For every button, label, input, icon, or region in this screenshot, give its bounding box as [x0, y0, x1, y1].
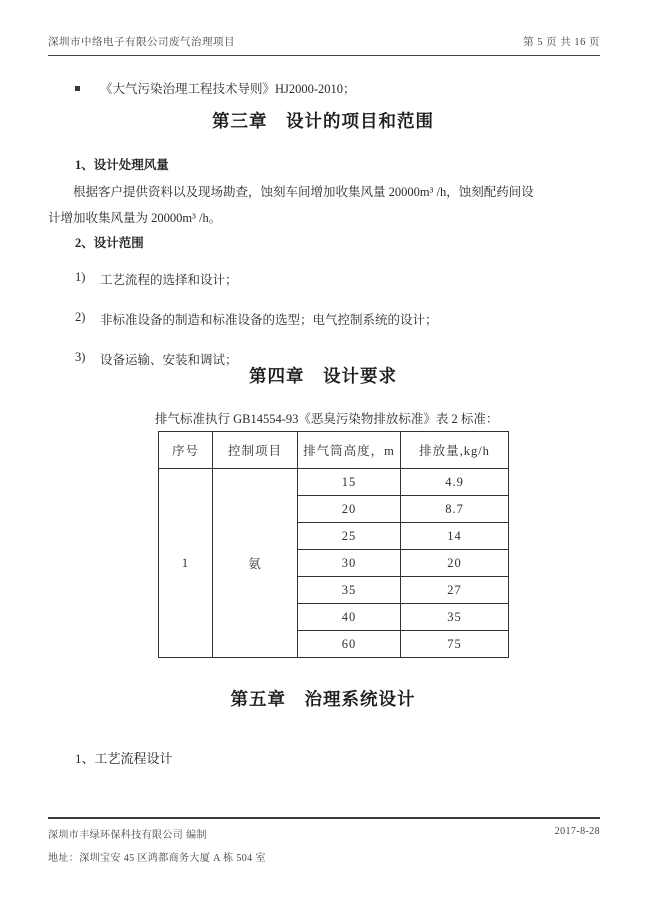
table-header-row [159, 432, 509, 469]
col-header-stack-height: 排气筒高度，m [298, 432, 401, 469]
paragraph-line2: 计增加收集风量为 20000m³ /h。 [48, 211, 222, 225]
col-header-control-item: 控制项目 [213, 432, 298, 469]
emission-standard-table-wrapper [158, 431, 509, 658]
paragraph-line1: 根据客户提供资料以及现场勘查，蚀刻车间增加收集风量 20000m³ /h，蚀刻配药间设 [73, 185, 534, 199]
cell-rate: 4.9 [401, 469, 509, 496]
footer-row-1 [48, 826, 600, 841]
cell-rate: 14 [401, 523, 509, 550]
reference-list-item [75, 79, 356, 97]
scope-item-number: 2) [75, 310, 86, 324]
cell-height: 15 [298, 469, 401, 496]
cell-height: 30 [298, 550, 401, 577]
scope-item-text: 设备运输、安装和调试； [100, 353, 238, 367]
cell-control-item: 氨 [213, 469, 298, 658]
cell-height: 35 [298, 577, 401, 604]
page-header [48, 34, 600, 56]
reference-text: 《大气污染治理工程技术导则》HJ2000-2010； [100, 82, 356, 96]
cell-rate: 35 [401, 604, 509, 631]
table-row [159, 469, 509, 496]
cell-height: 20 [298, 496, 401, 523]
chapter4-title: 第四章 设计要求 [249, 366, 397, 386]
scope-item-text: 工艺流程的选择和设计； [100, 273, 238, 287]
scope-list-item [75, 270, 438, 288]
footer-date: 2017-8-28 [554, 826, 600, 837]
cell-rate: 27 [401, 577, 509, 604]
cell-height: 40 [298, 604, 401, 631]
col-header-emission-rate: 排放量,kg/h [401, 432, 509, 469]
page-footer [48, 817, 600, 864]
footer-address: 地址：深圳宝安 45 区鸿都商务大厦 A 栋 504 室 [48, 853, 266, 864]
chapter3-title: 第三章 设计的项目和范围 [212, 111, 434, 131]
cell-rate: 75 [401, 631, 509, 658]
cell-rate: 20 [401, 550, 509, 577]
table-intro-text: 排气标准执行 GB14554-93《恶臭污染物排放标准》表 2 标准： [155, 412, 499, 426]
col-header-serial: 序号 [159, 432, 213, 469]
footer-company: 深圳市丰绿环保科技有限公司 编制 [48, 830, 207, 841]
scope-list-item [75, 310, 438, 328]
section1-title: 1、设计处理风量 [75, 158, 169, 172]
section1-paragraph [48, 179, 604, 231]
cell-rate: 8.7 [401, 496, 509, 523]
scope-item-number: 3) [75, 350, 86, 364]
square-bullet-icon [75, 86, 80, 91]
chapter5-section1-title: 1、工艺流程设计 [75, 751, 173, 766]
scope-item-number: 1) [75, 270, 86, 284]
header-project-title: 深圳市中络电子有限公司废气治理项目 [48, 37, 235, 48]
cell-serial-no: 1 [159, 469, 213, 658]
scope-item-text: 非标准设备的制造和标准设备的选型；电气控制系统的设计； [100, 313, 438, 327]
cell-height: 60 [298, 631, 401, 658]
cell-height: 25 [298, 523, 401, 550]
chapter5-title: 第五章 治理系统设计 [230, 689, 416, 709]
header-page-indicator: 第 5 页 共 16 页 [523, 37, 600, 48]
section2-title: 2、设计范围 [75, 236, 144, 250]
emission-standard-table [158, 431, 509, 658]
